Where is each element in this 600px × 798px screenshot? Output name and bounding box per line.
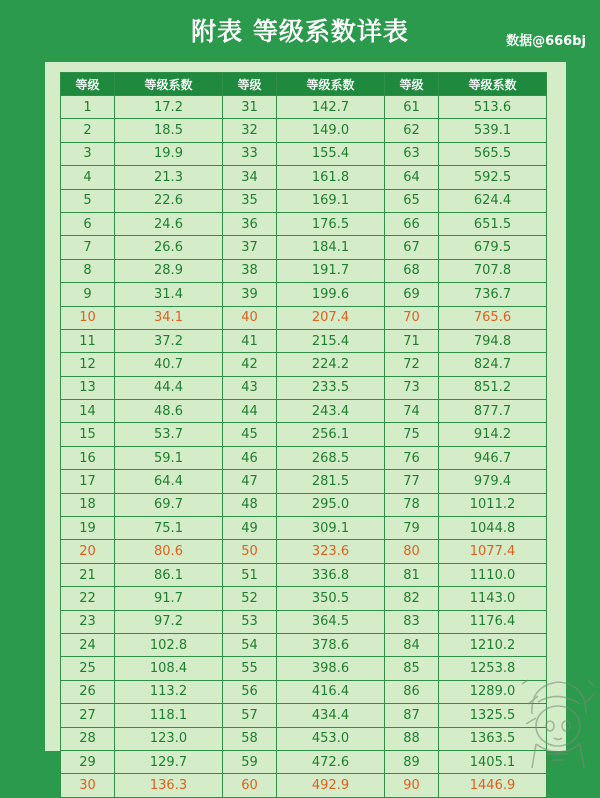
table-row bbox=[61, 353, 547, 376]
level-cell: 28 bbox=[61, 727, 115, 750]
coefficient-cell: 44.4 bbox=[115, 376, 223, 399]
level-cell: 17 bbox=[61, 470, 115, 493]
level-cell: 37 bbox=[223, 236, 277, 259]
level-cell: 4 bbox=[61, 166, 115, 189]
coefficient-cell: 34.1 bbox=[115, 306, 223, 329]
coefficient-cell: 1253.8 bbox=[439, 657, 547, 680]
level-cell: 58 bbox=[223, 727, 277, 750]
table-row bbox=[61, 563, 547, 586]
level-cell: 15 bbox=[61, 423, 115, 446]
coefficient-cell: 224.2 bbox=[277, 353, 385, 376]
coefficient-cell: 651.5 bbox=[439, 212, 547, 235]
coefficient-cell: 161.8 bbox=[277, 166, 385, 189]
level-cell: 5 bbox=[61, 189, 115, 212]
coefficient-cell: 1446.9 bbox=[439, 774, 547, 797]
table-row bbox=[61, 166, 547, 189]
level-cell: 75 bbox=[385, 423, 439, 446]
coefficient-cell: 309.1 bbox=[277, 517, 385, 540]
level-cell: 57 bbox=[223, 704, 277, 727]
table-row bbox=[61, 493, 547, 516]
coefficient-cell: 1077.4 bbox=[439, 540, 547, 563]
coefficient-cell: 207.4 bbox=[277, 306, 385, 329]
level-cell: 20 bbox=[61, 540, 115, 563]
level-cell: 39 bbox=[223, 283, 277, 306]
table-row bbox=[61, 96, 547, 119]
coefficient-cell: 176.5 bbox=[277, 212, 385, 235]
table-row bbox=[61, 470, 547, 493]
level-cell: 80 bbox=[385, 540, 439, 563]
level-cell: 67 bbox=[385, 236, 439, 259]
source-credit: 数据@666bj bbox=[506, 34, 586, 49]
table-row bbox=[61, 727, 547, 750]
column-header-level: 等级 bbox=[385, 73, 439, 96]
level-cell: 82 bbox=[385, 587, 439, 610]
coefficient-cell: 142.7 bbox=[277, 96, 385, 119]
coefficient-cell: 398.6 bbox=[277, 657, 385, 680]
column-header-level: 等级 bbox=[223, 73, 277, 96]
table-row bbox=[61, 657, 547, 680]
coefficient-cell: 26.6 bbox=[115, 236, 223, 259]
coefficient-cell: 136.3 bbox=[115, 774, 223, 797]
level-cell: 2 bbox=[61, 119, 115, 142]
coefficient-cell: 1289.0 bbox=[439, 680, 547, 703]
table-row bbox=[61, 329, 547, 352]
coefficient-cell: 281.5 bbox=[277, 470, 385, 493]
coefficient-cell: 184.1 bbox=[277, 236, 385, 259]
coefficient-cell: 169.1 bbox=[277, 189, 385, 212]
coefficient-cell: 707.8 bbox=[439, 259, 547, 282]
column-header-level: 等级 bbox=[61, 73, 115, 96]
level-cell: 32 bbox=[223, 119, 277, 142]
coefficient-cell: 336.8 bbox=[277, 563, 385, 586]
coefficient-cell: 19.9 bbox=[115, 142, 223, 165]
level-cell: 45 bbox=[223, 423, 277, 446]
level-cell: 62 bbox=[385, 119, 439, 142]
level-cell: 29 bbox=[61, 750, 115, 773]
table-row bbox=[61, 306, 547, 329]
level-cell: 64 bbox=[385, 166, 439, 189]
level-cell: 24 bbox=[61, 633, 115, 656]
coefficient-cell: 40.7 bbox=[115, 353, 223, 376]
level-cell: 18 bbox=[61, 493, 115, 516]
coefficient-cell: 199.6 bbox=[277, 283, 385, 306]
level-cell: 84 bbox=[385, 633, 439, 656]
coefficient-cell: 323.6 bbox=[277, 540, 385, 563]
coefficient-cell: 350.5 bbox=[277, 587, 385, 610]
table-row bbox=[61, 680, 547, 703]
coefficient-cell: 364.5 bbox=[277, 610, 385, 633]
coefficient-cell: 946.7 bbox=[439, 446, 547, 469]
coefficient-cell: 1325.5 bbox=[439, 704, 547, 727]
level-cell: 61 bbox=[385, 96, 439, 119]
level-cell: 26 bbox=[61, 680, 115, 703]
coefficient-cell: 123.0 bbox=[115, 727, 223, 750]
header bbox=[0, 0, 600, 62]
coefficient-cell: 31.4 bbox=[115, 283, 223, 306]
table-header bbox=[61, 73, 547, 96]
level-cell: 86 bbox=[385, 680, 439, 703]
coefficient-cell: 472.6 bbox=[277, 750, 385, 773]
level-cell: 7 bbox=[61, 236, 115, 259]
level-cell: 36 bbox=[223, 212, 277, 235]
coefficient-cell: 1110.0 bbox=[439, 563, 547, 586]
coefficient-cell: 59.1 bbox=[115, 446, 223, 469]
column-header-coefficient: 等级系数 bbox=[277, 73, 385, 96]
coefficient-cell: 21.3 bbox=[115, 166, 223, 189]
coefficient-cell: 91.7 bbox=[115, 587, 223, 610]
table-row bbox=[61, 236, 547, 259]
coefficient-cell: 69.7 bbox=[115, 493, 223, 516]
table-row bbox=[61, 119, 547, 142]
coefficient-cell: 233.5 bbox=[277, 376, 385, 399]
coefficient-cell: 794.8 bbox=[439, 329, 547, 352]
table-row bbox=[61, 142, 547, 165]
table-row bbox=[61, 283, 547, 306]
coefficient-cell: 1011.2 bbox=[439, 493, 547, 516]
level-cell: 47 bbox=[223, 470, 277, 493]
level-cell: 69 bbox=[385, 283, 439, 306]
level-cell: 49 bbox=[223, 517, 277, 540]
level-cell: 8 bbox=[61, 259, 115, 282]
coefficient-cell: 22.6 bbox=[115, 189, 223, 212]
level-cell: 48 bbox=[223, 493, 277, 516]
level-cell: 89 bbox=[385, 750, 439, 773]
coefficient-cell: 24.6 bbox=[115, 212, 223, 235]
coefficient-cell: 624.4 bbox=[439, 189, 547, 212]
table-body bbox=[61, 96, 547, 798]
level-cell: 85 bbox=[385, 657, 439, 680]
coefficient-cell: 824.7 bbox=[439, 353, 547, 376]
level-cell: 23 bbox=[61, 610, 115, 633]
level-cell: 34 bbox=[223, 166, 277, 189]
level-cell: 53 bbox=[223, 610, 277, 633]
table-row bbox=[61, 189, 547, 212]
table-row bbox=[61, 423, 547, 446]
coefficient-cell: 979.4 bbox=[439, 470, 547, 493]
coefficient-cell: 877.7 bbox=[439, 400, 547, 423]
level-cell: 76 bbox=[385, 446, 439, 469]
table-row bbox=[61, 446, 547, 469]
coefficient-cell: 18.5 bbox=[115, 119, 223, 142]
coefficient-cell: 765.6 bbox=[439, 306, 547, 329]
level-cell: 77 bbox=[385, 470, 439, 493]
column-header-coefficient: 等级系数 bbox=[439, 73, 547, 96]
level-cell: 51 bbox=[223, 563, 277, 586]
coefficient-cell: 256.1 bbox=[277, 423, 385, 446]
coefficient-cell: 851.2 bbox=[439, 376, 547, 399]
coefficient-cell: 679.5 bbox=[439, 236, 547, 259]
level-cell: 27 bbox=[61, 704, 115, 727]
level-cell: 38 bbox=[223, 259, 277, 282]
level-cell: 19 bbox=[61, 517, 115, 540]
table-row bbox=[61, 517, 547, 540]
level-cell: 59 bbox=[223, 750, 277, 773]
level-cell: 41 bbox=[223, 329, 277, 352]
level-cell: 87 bbox=[385, 704, 439, 727]
coefficient-cell: 1405.1 bbox=[439, 750, 547, 773]
level-cell: 55 bbox=[223, 657, 277, 680]
level-coefficient-table bbox=[60, 72, 547, 798]
coefficient-cell: 736.7 bbox=[439, 283, 547, 306]
coefficient-cell: 1363.5 bbox=[439, 727, 547, 750]
level-cell: 44 bbox=[223, 400, 277, 423]
level-cell: 81 bbox=[385, 563, 439, 586]
mascot-watermark-icon bbox=[518, 674, 598, 769]
level-cell: 9 bbox=[61, 283, 115, 306]
table-panel bbox=[45, 62, 566, 794]
level-cell: 31 bbox=[223, 96, 277, 119]
coefficient-cell: 37.2 bbox=[115, 329, 223, 352]
coefficient-cell: 295.0 bbox=[277, 493, 385, 516]
level-cell: 1 bbox=[61, 96, 115, 119]
level-cell: 71 bbox=[385, 329, 439, 352]
level-cell: 10 bbox=[61, 306, 115, 329]
level-cell: 22 bbox=[61, 587, 115, 610]
level-cell: 11 bbox=[61, 329, 115, 352]
coefficient-cell: 48.6 bbox=[115, 400, 223, 423]
level-cell: 40 bbox=[223, 306, 277, 329]
level-cell: 66 bbox=[385, 212, 439, 235]
coefficient-cell: 565.5 bbox=[439, 142, 547, 165]
coefficient-cell: 191.7 bbox=[277, 259, 385, 282]
level-cell: 13 bbox=[61, 376, 115, 399]
coefficient-cell: 1044.8 bbox=[439, 517, 547, 540]
coefficient-cell: 914.2 bbox=[439, 423, 547, 446]
level-cell: 88 bbox=[385, 727, 439, 750]
level-cell: 52 bbox=[223, 587, 277, 610]
coefficient-cell: 108.4 bbox=[115, 657, 223, 680]
level-cell: 70 bbox=[385, 306, 439, 329]
coefficient-cell: 28.9 bbox=[115, 259, 223, 282]
coefficient-cell: 149.0 bbox=[277, 119, 385, 142]
level-cell: 14 bbox=[61, 400, 115, 423]
level-cell: 21 bbox=[61, 563, 115, 586]
coefficient-cell: 64.4 bbox=[115, 470, 223, 493]
table-row bbox=[61, 259, 547, 282]
table-row bbox=[61, 376, 547, 399]
level-cell: 90 bbox=[385, 774, 439, 797]
level-cell: 33 bbox=[223, 142, 277, 165]
level-cell: 65 bbox=[385, 189, 439, 212]
coefficient-cell: 86.1 bbox=[115, 563, 223, 586]
coefficient-cell: 268.5 bbox=[277, 446, 385, 469]
level-cell: 35 bbox=[223, 189, 277, 212]
table-row bbox=[61, 610, 547, 633]
level-cell: 78 bbox=[385, 493, 439, 516]
level-cell: 73 bbox=[385, 376, 439, 399]
coefficient-cell: 453.0 bbox=[277, 727, 385, 750]
table-row bbox=[61, 540, 547, 563]
coefficient-cell: 75.1 bbox=[115, 517, 223, 540]
coefficient-cell: 539.1 bbox=[439, 119, 547, 142]
coefficient-cell: 513.6 bbox=[439, 96, 547, 119]
level-cell: 43 bbox=[223, 376, 277, 399]
column-header-coefficient: 等级系数 bbox=[115, 73, 223, 96]
coefficient-cell: 155.4 bbox=[277, 142, 385, 165]
level-cell: 83 bbox=[385, 610, 439, 633]
coefficient-cell: 1176.4 bbox=[439, 610, 547, 633]
table-row bbox=[61, 704, 547, 727]
level-cell: 12 bbox=[61, 353, 115, 376]
coefficient-cell: 378.6 bbox=[277, 633, 385, 656]
level-cell: 68 bbox=[385, 259, 439, 282]
level-cell: 50 bbox=[223, 540, 277, 563]
coefficient-cell: 1143.0 bbox=[439, 587, 547, 610]
level-cell: 56 bbox=[223, 680, 277, 703]
coefficient-cell: 492.9 bbox=[277, 774, 385, 797]
coefficient-cell: 80.6 bbox=[115, 540, 223, 563]
coefficient-cell: 1210.2 bbox=[439, 633, 547, 656]
level-cell: 79 bbox=[385, 517, 439, 540]
coefficient-cell: 118.1 bbox=[115, 704, 223, 727]
page-title: 附表 等级系数详表 bbox=[191, 17, 409, 46]
coefficient-cell: 17.2 bbox=[115, 96, 223, 119]
level-cell: 3 bbox=[61, 142, 115, 165]
coefficient-cell: 53.7 bbox=[115, 423, 223, 446]
level-cell: 74 bbox=[385, 400, 439, 423]
coefficient-cell: 416.4 bbox=[277, 680, 385, 703]
coefficient-cell: 97.2 bbox=[115, 610, 223, 633]
header-row bbox=[61, 73, 547, 96]
level-cell: 6 bbox=[61, 212, 115, 235]
coefficient-cell: 243.4 bbox=[277, 400, 385, 423]
coefficient-cell: 129.7 bbox=[115, 750, 223, 773]
table-row bbox=[61, 400, 547, 423]
table-row bbox=[61, 633, 547, 656]
level-cell: 54 bbox=[223, 633, 277, 656]
table-row bbox=[61, 587, 547, 610]
level-cell: 63 bbox=[385, 142, 439, 165]
coefficient-cell: 434.4 bbox=[277, 704, 385, 727]
coefficient-cell: 113.2 bbox=[115, 680, 223, 703]
coefficient-cell: 592.5 bbox=[439, 166, 547, 189]
level-cell: 72 bbox=[385, 353, 439, 376]
level-cell: 46 bbox=[223, 446, 277, 469]
table-row bbox=[61, 212, 547, 235]
level-cell: 16 bbox=[61, 446, 115, 469]
table-row bbox=[61, 774, 547, 797]
level-cell: 30 bbox=[61, 774, 115, 797]
coefficient-cell: 215.4 bbox=[277, 329, 385, 352]
level-cell: 25 bbox=[61, 657, 115, 680]
table-row bbox=[61, 750, 547, 773]
level-cell: 42 bbox=[223, 353, 277, 376]
level-cell: 60 bbox=[223, 774, 277, 797]
coefficient-cell: 102.8 bbox=[115, 633, 223, 656]
